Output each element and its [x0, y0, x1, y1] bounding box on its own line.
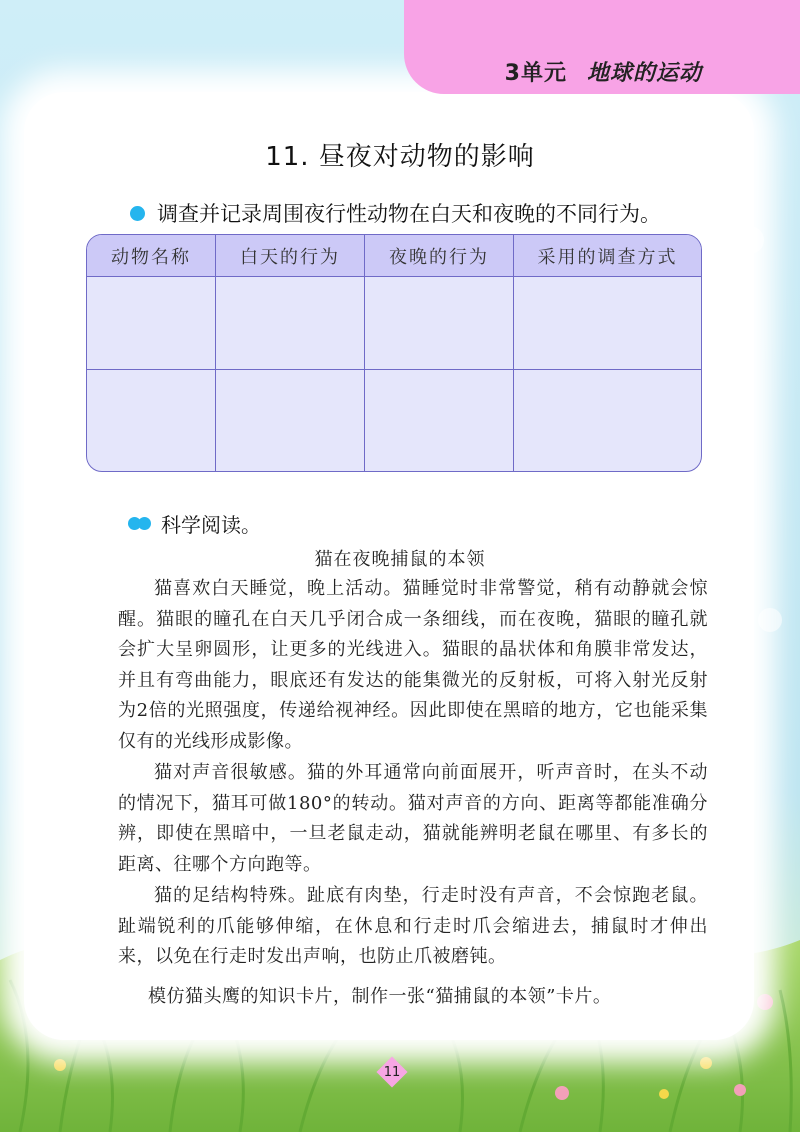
survey-instruction-text: 调查并记录周围夜行性动物在白天和夜晚的不同行为。 — [157, 202, 661, 226]
table-cell[interactable] — [216, 277, 365, 370]
survey-instruction — [130, 198, 661, 228]
column-header-daytime-behavior: 白天的行为 — [216, 235, 365, 277]
column-header-night-behavior: 夜晚的行为 — [365, 235, 514, 277]
reading-section-label — [128, 509, 261, 538]
unit-label — [505, 56, 702, 87]
page-number-text: 11 — [383, 1064, 401, 1080]
article-paragraph: 猫喜欢白天睡觉，晚上活动。猫睡觉时非常警觉，稍有动静就会惊醒。猫眼的瞳孔在白天几乎闭合成一条细线，而在夜晚，猫眼的瞳孔就会扩大呈卵圆形，让更多的光线进入。猫眼的晶状体和角膜非常发达，并且有弯曲能力，眼底还有发达的能集微光的反射板，可将入射光反射为2倍的光照强度，传递给视神经。因此即使在黑暗的地方，它也能采集仅有的光线形成影像。 — [118, 578, 708, 752]
column-header-survey-method: 采用的调查方式 — [514, 235, 701, 277]
reading-title: 猫在夜晚捕鼠的本领 — [314, 549, 486, 570]
table-cell[interactable] — [514, 277, 701, 370]
survey-table — [86, 234, 702, 472]
article-paragraph: 猫对声音很敏感。猫的外耳通常向前面展开，听声音时，在头不动的情况下，猫耳可做180°的转动。猫对声音的方向、距离等都能准确分辨，即使在黑暗中，一旦老鼠走动，猫就能辨明老鼠在哪里、有多长的距离、往哪个方向跑等。 — [118, 762, 708, 875]
double-bullet-icon — [128, 517, 151, 530]
unit-number: 3单元 — [504, 61, 567, 86]
article-paragraph: 猫的足结构特殊。趾底有肉垫，行走时没有声音，不会惊跑老鼠。趾端锐利的爪能够伸缩，在休息和行走时爪会缩进去，捕鼠时才伸出来，以免在行走时发出声响，也防止爪被磨钝。 — [118, 885, 708, 967]
unit-header-tab — [404, 0, 800, 94]
lesson-title: 11. 昼夜对动物的影响 — [265, 142, 535, 172]
table-cell[interactable] — [216, 370, 365, 471]
table-cell[interactable] — [365, 370, 514, 471]
activity-instruction: 模仿猫头鹰的知识卡片，制作一张“猫捕鼠的本领”卡片。 — [148, 986, 612, 1007]
unit-name: 地球的运动 — [586, 61, 702, 86]
table-cell[interactable] — [87, 277, 216, 370]
reading-article — [118, 574, 708, 974]
reading-section-text: 科学阅读。 — [161, 513, 261, 537]
table-cell[interactable] — [365, 277, 514, 370]
column-header-animal-name: 动物名称 — [87, 235, 216, 277]
page-number — [377, 1057, 407, 1087]
bullet-icon — [130, 206, 145, 221]
table-cell[interactable] — [87, 370, 216, 471]
table-cell[interactable] — [514, 370, 701, 471]
